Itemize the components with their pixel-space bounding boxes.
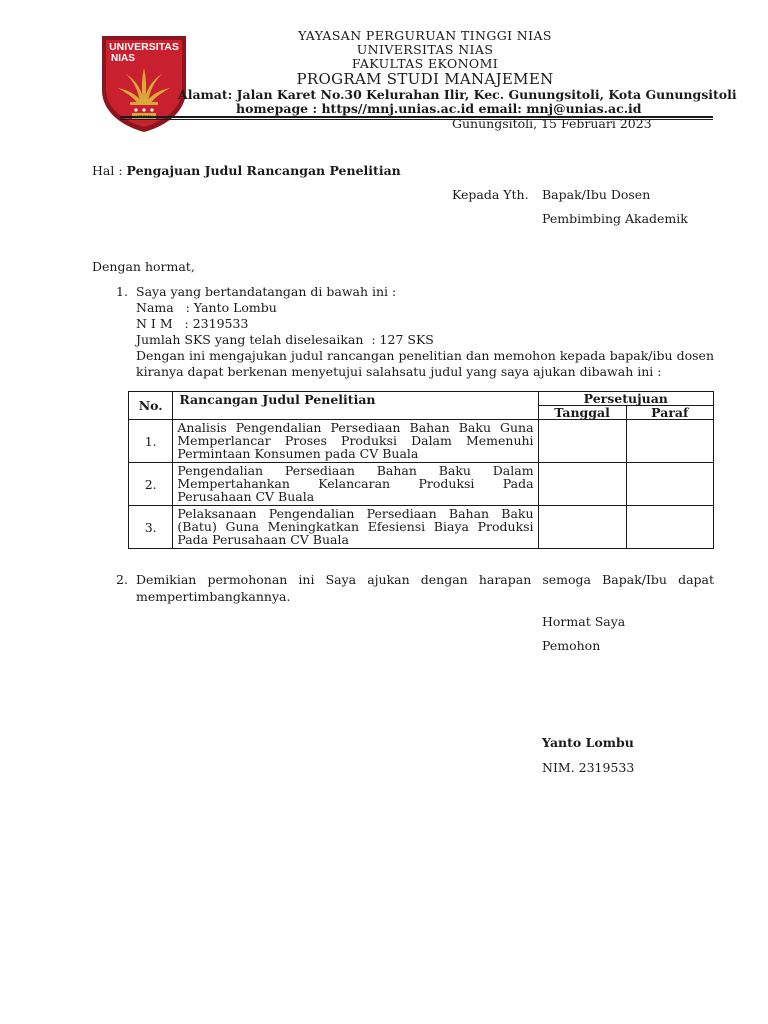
table-row <box>129 463 714 506</box>
item2-number: 2. <box>116 572 128 587</box>
letterhead-foundation: YAYASAN PERGURUAN TINGGI NIAS <box>298 28 552 43</box>
signatory-name: Yanto Lombu <box>542 735 634 750</box>
row-date-cell <box>538 506 626 549</box>
applicant-nim: N I M : 2319533 <box>136 316 249 331</box>
row-sign-cell <box>626 463 713 506</box>
row-date-cell <box>538 420 626 463</box>
applicant-name: Nama : Yanto Lombu <box>136 300 277 315</box>
row-title: Pelaksanaan Pengendalian Persediaan Bahan Baku (Batu) Guna Meningkatkan Efesiensi Biaya Produksi Pada Perusahaan CV Buala <box>173 506 538 549</box>
col-header-date: Tanggal <box>538 406 626 420</box>
row-sign-cell <box>626 506 713 549</box>
recipient-line1: Bapak/Ibu Dosen <box>542 187 651 202</box>
recipient-label: Kepada Yth. <box>452 187 529 202</box>
letter-date: Gunungsitoli, 15 Februari 2023 <box>452 116 652 131</box>
greeting: Dengan hormat, <box>92 259 195 274</box>
letterhead-contact: homepage : https//mnj.unias.ac.id email: mnj@unias.ac.id <box>236 101 642 116</box>
row-number: 3. <box>129 506 173 549</box>
item2-line2: mempertimbangkannya. <box>136 589 291 604</box>
row-date-cell <box>538 463 626 506</box>
subject-label: Hal : <box>92 163 123 178</box>
request-line1: Dengan ini mengajukan judul rancangan penelitian dan memohon kepada bapak/ibu dosen <box>136 348 714 363</box>
logo-text-top: UNIVERSITAS <box>109 41 179 53</box>
item2-line1: Demikian permohonan ini Saya ajukan dengan harapan semoga Bapak/Ibu dapat <box>136 572 714 587</box>
table-row <box>129 506 714 549</box>
letterhead-faculty: FAKULTAS EKONOMI <box>351 56 499 71</box>
row-number: 1. <box>129 420 173 463</box>
row-number: 2. <box>129 463 173 506</box>
item1-number: 1. <box>116 284 128 299</box>
recipient-line2: Pembimbing Akademik <box>542 211 688 226</box>
subject-line <box>92 163 401 178</box>
col-header-no: No. <box>129 392 173 420</box>
subject-value: Pengajuan Judul Rancangan Penelitian <box>126 163 401 178</box>
col-header-sign: Paraf <box>626 406 713 420</box>
signatory-nim: NIM. 2319533 <box>542 760 635 775</box>
letterhead-university: UNIVERSITAS NIAS <box>356 42 494 57</box>
letterhead-address: Alamat: Jalan Karet No.30 Kelurahan Ilir, Kec. Gunungsitoli, Kota Gunungsitoli <box>178 87 737 102</box>
logo-text-bottom: NIAS <box>111 53 135 64</box>
row-title: Pengendalian Persediaan Bahan Baku Dalam Mempertahankan Kelancaran Produksi Pada Perusahaan CV Buala <box>173 463 538 506</box>
applicant-sks: Jumlah SKS yang telah diselesaikan : 127 SKS <box>136 332 434 347</box>
closing-regards: Hormat Saya <box>542 614 626 629</box>
closing-role: Pemohon <box>542 638 601 653</box>
row-title: Analisis Pengendalian Persediaan Bahan Baku Guna Memperlancar Proses Produksi Dalam Memenuhi Permintaan Konsumen pada CV Buala <box>173 420 538 463</box>
item1-intro: Saya yang bertandatangan di bawah ini : <box>136 284 397 299</box>
research-title-table <box>128 391 714 549</box>
request-line2: kiranya dapat berkenan menyetujui salahsatu judul yang saya ajukan dibawah ini : <box>136 364 662 379</box>
letterhead-program: PROGRAM STUDI MANAJEMEN <box>296 70 554 88</box>
col-header-approval: Persetujuan <box>538 392 713 406</box>
table-row <box>129 420 714 463</box>
col-header-title: Rancangan Judul Penelitian <box>173 392 538 420</box>
row-sign-cell <box>626 420 713 463</box>
